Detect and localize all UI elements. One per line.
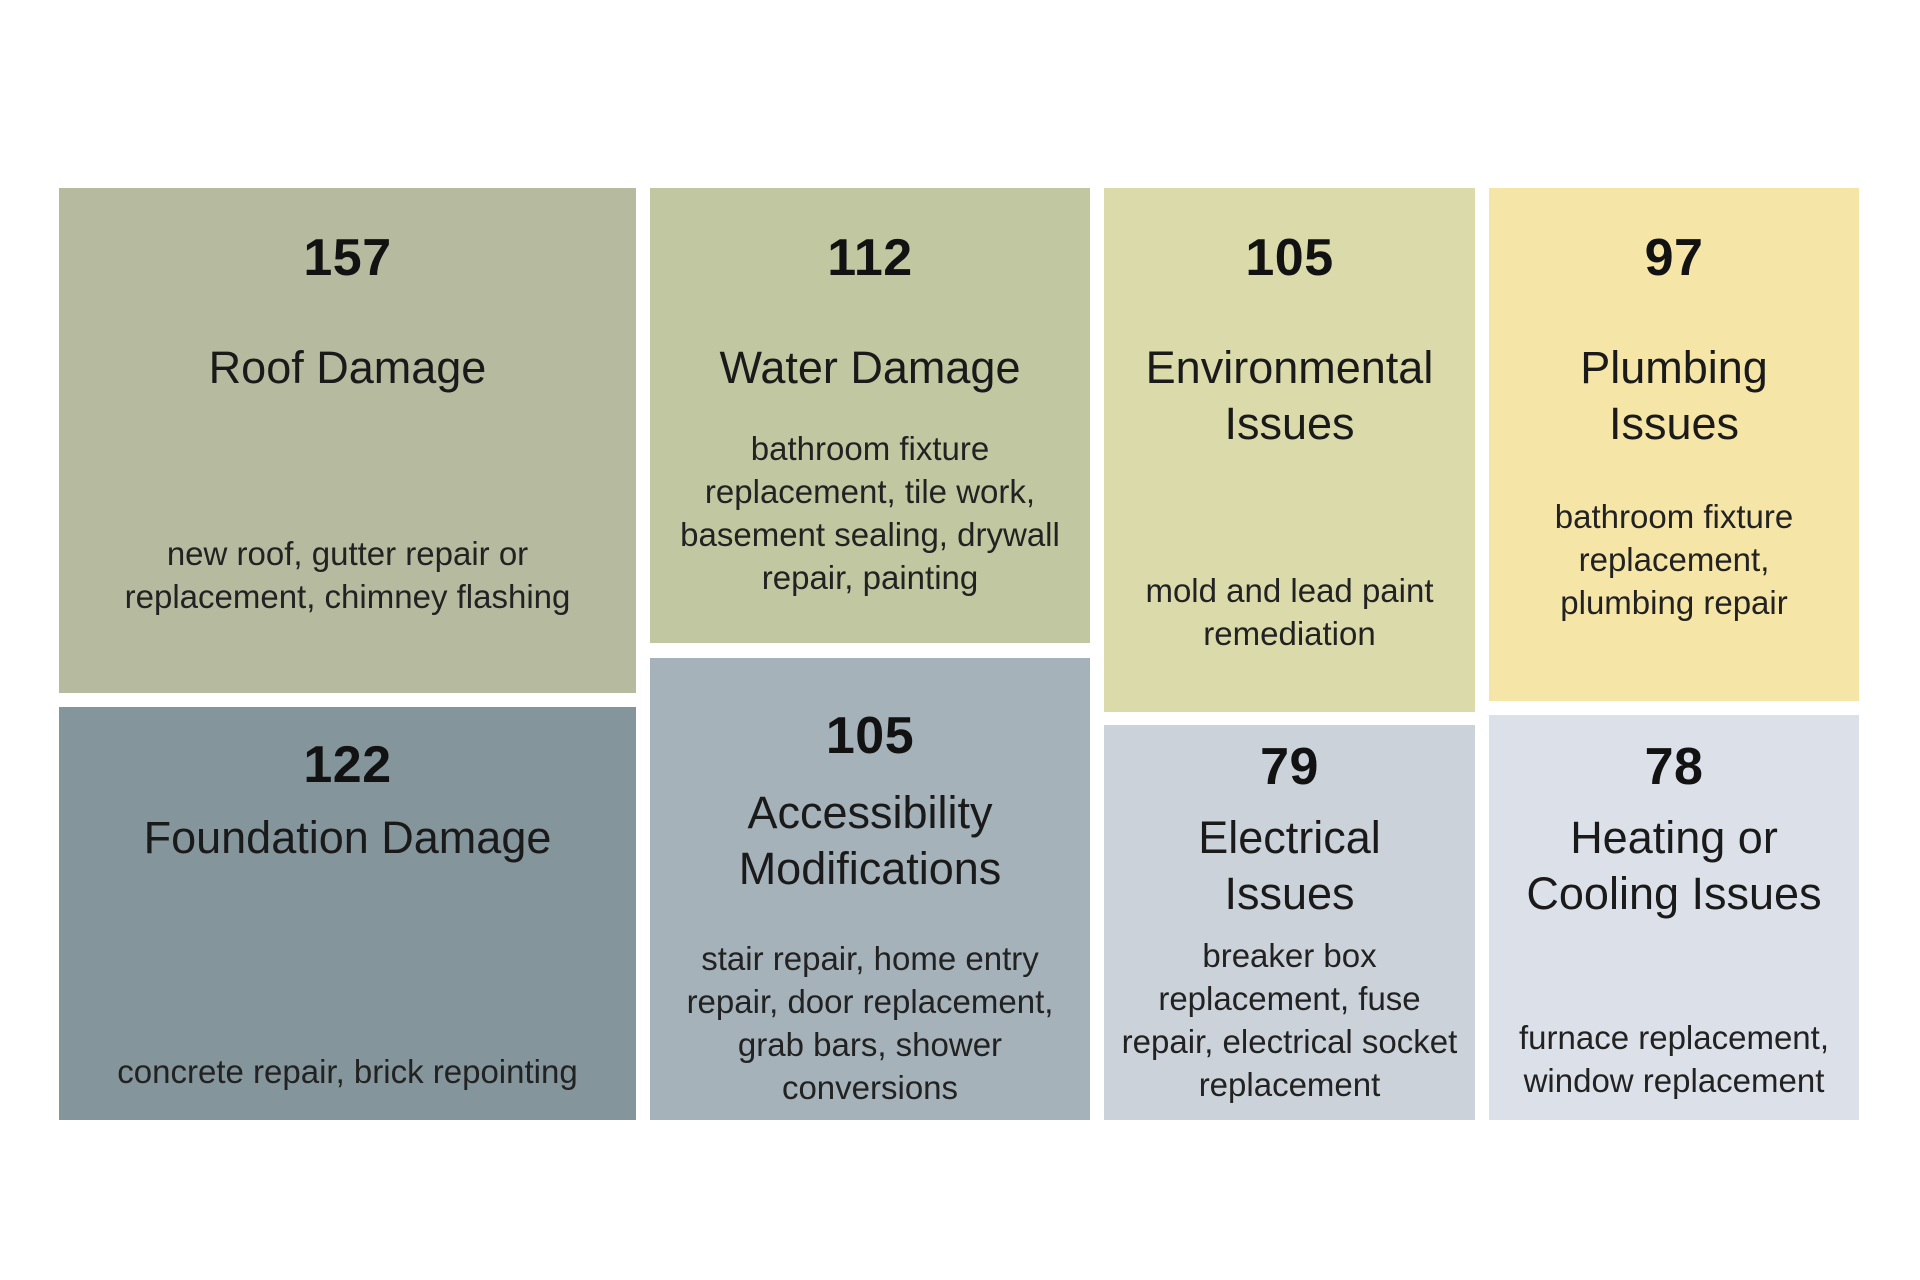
tile-description: stair repair, home entry repair, door replacement, grab bars, shower conversions bbox=[686, 940, 1054, 1106]
tile-heating-or-cooling-issues bbox=[1489, 715, 1859, 1120]
tile-description: new roof, gutter repair or replacement, chimney flashing bbox=[124, 535, 571, 615]
tile-label: Heating or Cooling Issues bbox=[1526, 812, 1822, 920]
tile-description: bathroom fixture replacement, tile work, basement sealing, drywall repair, painting bbox=[680, 430, 1060, 596]
tile-count: 105 bbox=[1245, 229, 1334, 287]
tile-label: Environmental Issues bbox=[1145, 342, 1434, 450]
tile-description: breaker box replacement, fuse repair, electrical socket replacement bbox=[1121, 937, 1458, 1103]
tile-count: 122 bbox=[303, 736, 392, 794]
tile-count: 79 bbox=[1260, 738, 1319, 796]
tile-description: concrete repair, brick repointing bbox=[117, 1053, 578, 1090]
tile-electrical-issues bbox=[1104, 725, 1475, 1120]
tile-label: Foundation Damage bbox=[143, 812, 552, 863]
tile-label: Plumbing Issues bbox=[1580, 342, 1768, 450]
tile-count: 78 bbox=[1644, 738, 1704, 796]
tile-label: Roof Damage bbox=[208, 342, 487, 393]
tile-description: bathroom fixture replacement, plumbing repair bbox=[1554, 498, 1794, 621]
tile-foundation-damage bbox=[59, 707, 636, 1120]
tile-label: Accessibility Modifications bbox=[738, 787, 1002, 895]
tile-count: 112 bbox=[827, 229, 913, 287]
tile-environmental-issues bbox=[1104, 188, 1475, 712]
tile-label: Water Damage bbox=[719, 342, 1021, 393]
tile-water-damage bbox=[650, 188, 1090, 643]
tile-label: Electrical Issues bbox=[1198, 812, 1381, 920]
tile-description: mold and lead paint remediation bbox=[1145, 572, 1434, 652]
tile-count: 97 bbox=[1644, 229, 1704, 287]
tile-plumbing-issues bbox=[1489, 188, 1859, 701]
tile-roof-damage bbox=[59, 188, 636, 693]
tile-accessibility-modifications bbox=[650, 658, 1090, 1120]
tile-description: furnace replacement, window replacement bbox=[1518, 1019, 1829, 1099]
tile-count: 105 bbox=[825, 707, 915, 765]
tile-count: 157 bbox=[303, 229, 392, 287]
